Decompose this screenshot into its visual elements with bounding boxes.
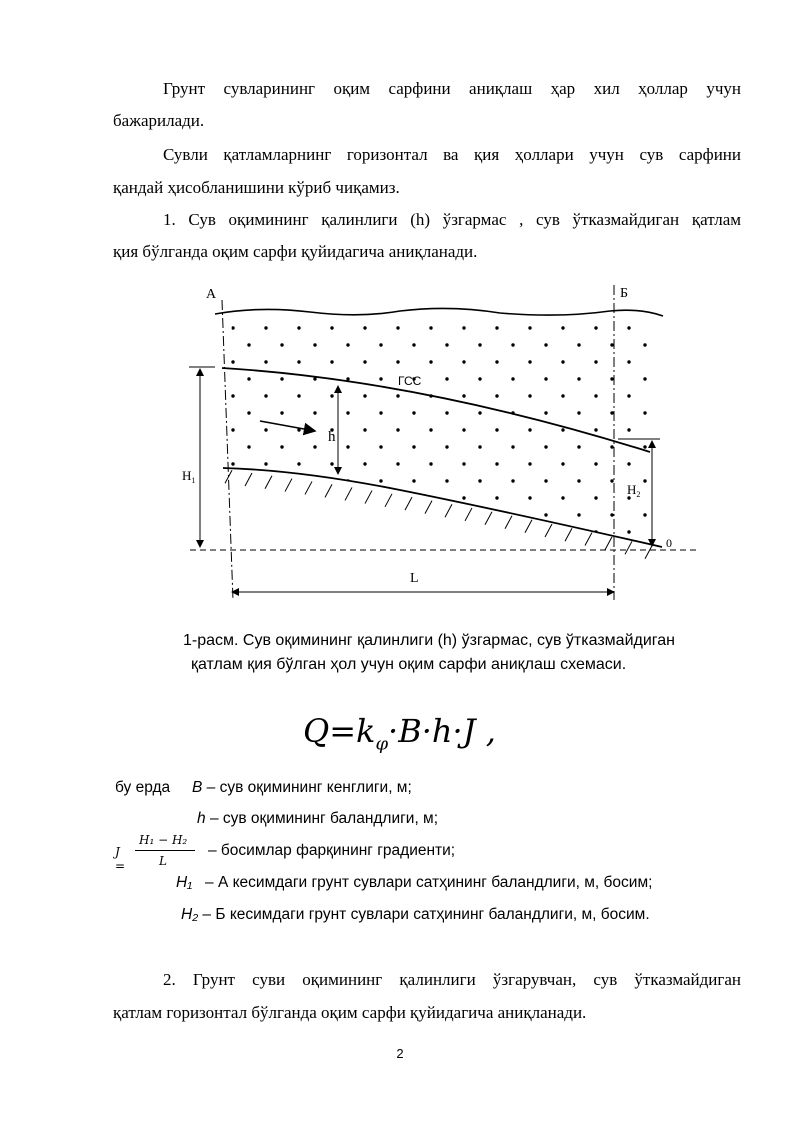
hatch-mark	[525, 520, 532, 533]
soil-dot	[528, 530, 531, 533]
soil-dot	[313, 411, 316, 414]
ground-surface-line	[215, 308, 663, 316]
soil-dot	[511, 445, 514, 448]
soil-dot	[231, 326, 234, 329]
soil-dot	[297, 530, 300, 533]
definition-j: – босимлар фарқининг градиенти;	[208, 842, 456, 859]
soil-dot	[429, 326, 432, 329]
label-section-b: Б	[620, 286, 629, 301]
soil-dot	[330, 360, 333, 363]
soil-dot	[231, 394, 234, 397]
soil-dot	[264, 428, 267, 431]
hatch-mark	[585, 533, 592, 546]
soil-dot	[396, 360, 399, 363]
label-h2: $H_2$	[627, 482, 641, 499]
soil-dot	[346, 343, 349, 346]
soil-dot	[330, 462, 333, 465]
water-table-line	[222, 368, 650, 452]
soil-dot	[643, 445, 646, 448]
soil-dot	[594, 360, 597, 363]
soil-dot	[594, 462, 597, 465]
hatch-mark	[425, 501, 432, 514]
hatch-mark	[305, 481, 312, 494]
soil-dot	[544, 343, 547, 346]
definition-b: B – сув оқимининг кенглиги, м;	[192, 779, 412, 796]
soil-dot	[429, 428, 432, 431]
soil-dot	[445, 343, 448, 346]
hatch-mark	[405, 497, 412, 510]
soil-dot	[627, 394, 630, 397]
soil-dots	[231, 326, 646, 533]
soil-dot	[445, 377, 448, 380]
soil-dot	[412, 513, 415, 516]
soil-dot	[264, 462, 267, 465]
soil-dot	[379, 479, 382, 482]
hatch-mark	[345, 487, 352, 500]
soil-dot	[379, 445, 382, 448]
soil-dot	[544, 445, 547, 448]
soil-dot	[231, 530, 234, 533]
soil-dot	[396, 326, 399, 329]
hatch-mark	[485, 512, 492, 525]
label-l: L	[410, 571, 419, 586]
hatch-mark	[445, 504, 452, 517]
soil-dot	[231, 428, 234, 431]
figure-caption-line-1: 1-расм. Сув оқимининг қалинлиги (h) ўзгармас, сув ўтказмайдиган	[183, 632, 675, 649]
soil-dot	[363, 428, 366, 431]
soil-dot	[412, 445, 415, 448]
soil-dot	[544, 513, 547, 516]
soil-dot	[627, 462, 630, 465]
soil-dot	[462, 394, 465, 397]
soil-dot	[363, 326, 366, 329]
soil-dot	[429, 462, 432, 465]
soil-dot	[561, 360, 564, 363]
soil-dot	[577, 513, 580, 516]
soil-dot	[495, 326, 498, 329]
paragraph-3-line-2: қия бўлганда оқим сарфи қуйидагича аниқланади.	[113, 242, 478, 261]
soil-dot	[396, 394, 399, 397]
soil-dot	[297, 394, 300, 397]
hatch-mark	[645, 546, 652, 559]
paragraph-3-line-1: 1. Сув оқимининг қалинлиги (h) ўзгармас , сув ўтказмайдиган қатлам	[163, 210, 741, 229]
soil-dot	[429, 530, 432, 533]
soil-dot	[313, 479, 316, 482]
hatch-mark	[565, 528, 572, 541]
paragraph-1-line-1: Грунт сувларининг оқим сарфини аниқлаш ҳар хил ҳоллар учун	[163, 79, 741, 98]
soil-dot	[264, 394, 267, 397]
soil-dot	[247, 445, 250, 448]
hatch-mark	[545, 524, 552, 537]
soil-dot	[264, 360, 267, 363]
soil-dot	[627, 530, 630, 533]
soil-dot	[478, 513, 481, 516]
soil-dot	[478, 377, 481, 380]
soil-dot	[528, 394, 531, 397]
soil-dot	[313, 343, 316, 346]
soil-dot	[330, 326, 333, 329]
hatch-mark	[465, 508, 472, 521]
label-h: h	[328, 429, 336, 445]
soil-dot	[643, 377, 646, 380]
label-section-a: А	[206, 287, 217, 302]
soil-dot	[610, 479, 613, 482]
hatch-mark	[385, 494, 392, 507]
hatch-mark	[625, 541, 632, 554]
soil-dot	[313, 377, 316, 380]
hatch-mark	[605, 537, 612, 550]
paragraph-2-line-2: қандай ҳисобланишини кўриб чиқамиз.	[113, 178, 400, 197]
soil-dot	[643, 513, 646, 516]
soil-dot	[280, 377, 283, 380]
impermeable-layer-line	[223, 468, 662, 547]
paragraph-2-line-1: Сувли қатламларнинг горизонтал ва қия ҳоллари учун сув сарфини	[163, 145, 741, 164]
soil-dot	[511, 343, 514, 346]
soil-dot	[396, 428, 399, 431]
soil-dot	[379, 343, 382, 346]
definitions-intro: бу ерда	[115, 779, 171, 796]
soil-dot	[396, 496, 399, 499]
soil-dot	[264, 496, 267, 499]
figure-caption-line-2: қатлам қия бўлган ҳол учун оқим сарфи аниқлаш схемаси.	[191, 656, 627, 673]
soil-dot	[495, 496, 498, 499]
section-a-line	[222, 300, 233, 600]
soil-dot	[297, 326, 300, 329]
soil-dot	[478, 479, 481, 482]
soil-dot	[462, 326, 465, 329]
soil-dot	[577, 377, 580, 380]
soil-dot	[379, 377, 382, 380]
soil-dot	[330, 530, 333, 533]
soil-dot	[297, 496, 300, 499]
soil-dot	[264, 326, 267, 329]
soil-dot	[462, 496, 465, 499]
soil-dot	[561, 394, 564, 397]
soil-dot	[280, 411, 283, 414]
paragraph-1-line-2: бажарилади.	[113, 111, 205, 130]
soil-dot	[528, 428, 531, 431]
soil-dot	[396, 530, 399, 533]
soil-dot	[379, 513, 382, 516]
soil-dot	[627, 428, 630, 431]
soil-dot	[462, 428, 465, 431]
soil-dot	[594, 496, 597, 499]
soil-dot	[511, 479, 514, 482]
hatch-mark	[285, 479, 292, 492]
soil-dot	[528, 360, 531, 363]
soil-dot	[346, 411, 349, 414]
soil-dot	[478, 343, 481, 346]
soil-dot	[643, 479, 646, 482]
soil-dot	[495, 462, 498, 465]
hatch-mark	[365, 491, 372, 504]
hatch-mark	[245, 473, 252, 486]
paragraph-4-line-2: қатлам горизонтал бўлганда оқим сарфи қуйидагича аниқланади.	[113, 1003, 587, 1022]
soil-dot	[363, 394, 366, 397]
hatch-mark	[325, 484, 332, 497]
soil-dot	[643, 411, 646, 414]
soil-dot	[379, 411, 382, 414]
flow-direction-arrow	[260, 421, 315, 431]
hatch-mark	[505, 516, 512, 529]
soil-dot	[528, 496, 531, 499]
soil-dot	[561, 462, 564, 465]
soil-dot	[346, 445, 349, 448]
soil-dot	[445, 479, 448, 482]
soil-dot	[363, 530, 366, 533]
soil-dot	[445, 411, 448, 414]
soil-dot	[610, 377, 613, 380]
soil-dot	[544, 377, 547, 380]
groundwater-flow-diagram	[180, 278, 700, 608]
soil-dot	[528, 326, 531, 329]
soil-dot	[561, 428, 564, 431]
soil-dot	[247, 513, 250, 516]
soil-dot	[412, 479, 415, 482]
soil-dot	[610, 445, 613, 448]
soil-dot	[462, 360, 465, 363]
soil-dot	[247, 411, 250, 414]
soil-dot	[610, 343, 613, 346]
hatch-mark	[265, 476, 272, 489]
soil-dot	[478, 411, 481, 414]
soil-dot	[231, 462, 234, 465]
soil-dot	[396, 462, 399, 465]
definition-h: h – сув оқимининг баландлиги, м;	[197, 810, 439, 827]
soil-dot	[495, 428, 498, 431]
soil-dot	[313, 445, 316, 448]
soil-dot	[495, 360, 498, 363]
label-h1: $H_1$	[182, 468, 196, 485]
soil-dot	[544, 479, 547, 482]
soil-dot	[528, 462, 531, 465]
soil-dot	[561, 496, 564, 499]
soil-dot	[577, 445, 580, 448]
soil-dot	[462, 462, 465, 465]
soil-dot	[627, 360, 630, 363]
impermeable-hatching	[225, 470, 652, 559]
flow-rate-formula: $Q=k_\varphi\cdot B\cdot h\cdot J$ ,	[303, 712, 496, 755]
soil-dot	[643, 343, 646, 346]
soil-dot	[412, 343, 415, 346]
soil-dot	[363, 360, 366, 363]
soil-dot	[478, 445, 481, 448]
soil-dot	[610, 513, 613, 516]
soil-dot	[363, 462, 366, 465]
label-gss: ГСС	[398, 374, 422, 388]
soil-dot	[412, 411, 415, 414]
definition-h2: H₂ – Б кесимдаги грунт сувлари сатҳининг баландлиги, м, босим.	[181, 906, 650, 923]
soil-dot	[280, 445, 283, 448]
soil-dot	[561, 326, 564, 329]
soil-dot	[577, 479, 580, 482]
soil-dot	[363, 496, 366, 499]
soil-dot	[231, 360, 234, 363]
soil-dot	[495, 530, 498, 533]
soil-dot	[577, 343, 580, 346]
page-number: 2	[396, 1046, 404, 1061]
definition-h1: H₁ – А кесимдаги грунт сувлари сатҳининг баландлиги, м, босим;	[176, 874, 653, 891]
soil-dot	[561, 530, 564, 533]
soil-dot	[594, 428, 597, 431]
soil-dot	[297, 462, 300, 465]
soil-dot	[511, 377, 514, 380]
soil-dot	[231, 496, 234, 499]
paragraph-4-line-1: 2. Грунт суви оқимининг қалинлиги ўзгарувчан, сув ўтказмайдиган	[163, 970, 741, 989]
soil-dot	[594, 394, 597, 397]
soil-dot	[247, 343, 250, 346]
soil-dot	[280, 479, 283, 482]
soil-dot	[264, 530, 267, 533]
soil-dot	[544, 411, 547, 414]
soil-dot	[313, 513, 316, 516]
soil-dot	[495, 394, 498, 397]
soil-dot	[330, 394, 333, 397]
soil-dot	[610, 411, 613, 414]
soil-dot	[429, 360, 432, 363]
soil-dot	[346, 513, 349, 516]
soil-dot	[445, 445, 448, 448]
soil-dot	[577, 411, 580, 414]
soil-dot	[462, 530, 465, 533]
soil-dot	[594, 326, 597, 329]
soil-dot	[247, 377, 250, 380]
label-zero: 0	[666, 536, 672, 550]
soil-dot	[330, 496, 333, 499]
soil-dot	[627, 326, 630, 329]
soil-dot	[280, 343, 283, 346]
soil-dot	[297, 360, 300, 363]
soil-dot	[280, 513, 283, 516]
